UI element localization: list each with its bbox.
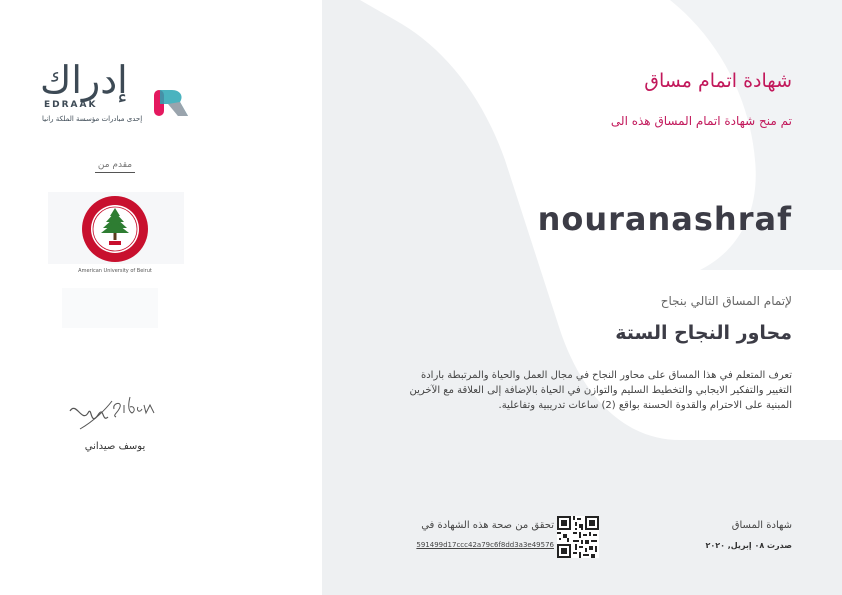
course-description: تعرف المتعلم في هذا المساق على محاور النجاح في مجال العمل والحياة والمرتبطة بارادة التغيير والتفكير الايجابي والتخطيط السليم والتوازن في الحياة بالإضافة إلى العلاقة مع الآخرين المبنية على الاحترام والقدوة الحسنة بواقع (2) ساعات تدريبية وتفاعلية. (409, 370, 792, 411)
issue-date: صدرت ٠٨ إبريل, ٢٠٢٠ (705, 541, 792, 550)
edraak-mark-icon (154, 86, 190, 118)
verify-link[interactable]: 591499d17ccc42a79c6f8dd3a3e49576 (416, 541, 554, 549)
certificate-subtitle: تم منح شهادة اتمام المساق هذه الى (610, 114, 792, 128)
signatory-name: يوسف صيداني (84, 441, 146, 452)
course-title: محاور النجاح الستة (615, 322, 792, 344)
blank-logo-frame (62, 288, 158, 328)
logo-arabic: إدراك (40, 58, 128, 102)
qr-code-icon (557, 516, 599, 558)
edraak-logo (40, 60, 190, 130)
logo-tagline: إحدى مبادرات مؤسسة الملكة رانيا (42, 115, 143, 123)
certificate-title: شهادة اتمام مساق (644, 70, 792, 92)
recipient-name: nouranashraf (537, 200, 792, 238)
aub-seal-icon (80, 194, 150, 264)
certificate-type: شهادة المساق (731, 520, 792, 531)
completion-line: لإتمام المساق التالي بنجاح (660, 294, 792, 308)
verify-text: تحقق من صحة هذه الشهادة في (421, 520, 554, 531)
university-caption: American University of Beirut (78, 268, 152, 274)
signature-image (68, 393, 160, 435)
offered-by-label: مقدم من (95, 160, 135, 173)
logo-english: EDRAAK (44, 100, 98, 110)
